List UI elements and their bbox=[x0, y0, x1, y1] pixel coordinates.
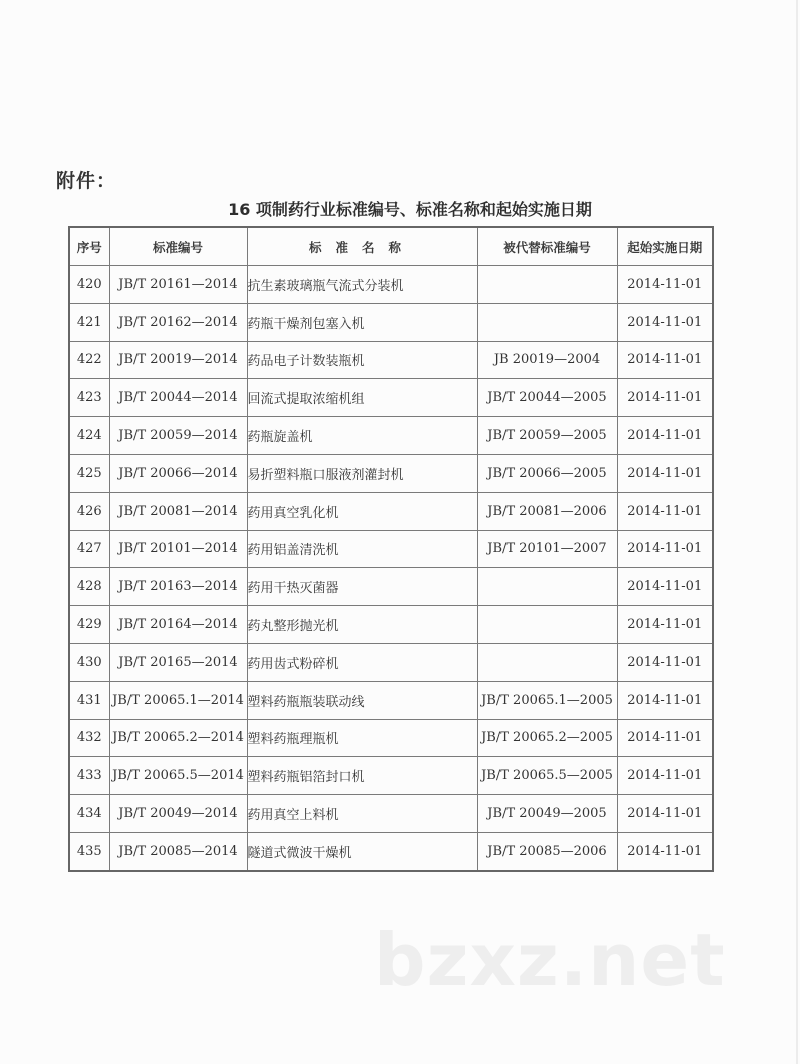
cell-date: 2014-11-01 bbox=[617, 795, 713, 833]
cell-seq: 428 bbox=[69, 568, 109, 606]
cell-name: 抗生素玻璃瓶气流式分装机 bbox=[247, 266, 477, 304]
header-seq: 序号 bbox=[69, 227, 109, 266]
cell-replaced bbox=[477, 266, 617, 304]
cell-code: JB/T 20165—2014 bbox=[109, 643, 247, 681]
cell-seq: 424 bbox=[69, 417, 109, 455]
cell-code: JB/T 20066—2014 bbox=[109, 454, 247, 492]
cell-replaced: JB/T 20044—2005 bbox=[477, 379, 617, 417]
cell-replaced: JB/T 20101—2007 bbox=[477, 530, 617, 568]
header-replaced: 被代替标准编号 bbox=[477, 227, 617, 266]
cell-replaced bbox=[477, 303, 617, 341]
table-row bbox=[69, 266, 713, 304]
header-date: 起始实施日期 bbox=[617, 227, 713, 266]
cell-seq: 426 bbox=[69, 492, 109, 530]
cell-code: JB/T 20059—2014 bbox=[109, 417, 247, 455]
header-code: 标准编号 bbox=[109, 227, 247, 266]
cell-seq: 421 bbox=[69, 303, 109, 341]
cell-seq: 434 bbox=[69, 795, 109, 833]
cell-seq: 427 bbox=[69, 530, 109, 568]
cell-date: 2014-11-01 bbox=[617, 719, 713, 757]
watermark: bzxz.net bbox=[374, 918, 726, 1002]
table-row bbox=[69, 530, 713, 568]
cell-replaced: JB/T 20065.5—2005 bbox=[477, 757, 617, 795]
cell-date: 2014-11-01 bbox=[617, 454, 713, 492]
cell-replaced: JB/T 20065.1—2005 bbox=[477, 681, 617, 719]
cell-name: 药用真空上料机 bbox=[247, 795, 477, 833]
cell-date: 2014-11-01 bbox=[617, 643, 713, 681]
cell-seq: 433 bbox=[69, 757, 109, 795]
table-row bbox=[69, 795, 713, 833]
cell-seq: 422 bbox=[69, 341, 109, 379]
cell-code: JB/T 20081—2014 bbox=[109, 492, 247, 530]
cell-code: JB/T 20101—2014 bbox=[109, 530, 247, 568]
cell-code: JB/T 20049—2014 bbox=[109, 795, 247, 833]
cell-seq: 420 bbox=[69, 266, 109, 304]
cell-replaced: JB/T 20059—2005 bbox=[477, 417, 617, 455]
table-header-row bbox=[69, 227, 713, 266]
cell-name: 塑料药瓶理瓶机 bbox=[247, 719, 477, 757]
table-row bbox=[69, 379, 713, 417]
cell-name: 药瓶干燥剂包塞入机 bbox=[247, 303, 477, 341]
table-row bbox=[69, 606, 713, 644]
cell-name: 药瓶旋盖机 bbox=[247, 417, 477, 455]
table-row bbox=[69, 492, 713, 530]
cell-date: 2014-11-01 bbox=[617, 417, 713, 455]
table-row bbox=[69, 681, 713, 719]
cell-date: 2014-11-01 bbox=[617, 341, 713, 379]
cell-name: 塑料药瓶瓶装联动线 bbox=[247, 681, 477, 719]
cell-name: 药品电子计数装瓶机 bbox=[247, 341, 477, 379]
cell-date: 2014-11-01 bbox=[617, 379, 713, 417]
standards-table bbox=[68, 226, 714, 872]
cell-name: 回流式提取浓缩机组 bbox=[247, 379, 477, 417]
cell-code: JB/T 20085—2014 bbox=[109, 832, 247, 870]
cell-replaced: JB/T 20081—2006 bbox=[477, 492, 617, 530]
cell-code: JB/T 20065.2—2014 bbox=[109, 719, 247, 757]
cell-code: JB/T 20044—2014 bbox=[109, 379, 247, 417]
cell-code: JB/T 20065.5—2014 bbox=[109, 757, 247, 795]
cell-date: 2014-11-01 bbox=[617, 757, 713, 795]
table-row bbox=[69, 454, 713, 492]
cell-seq: 432 bbox=[69, 719, 109, 757]
cell-code: JB/T 20019—2014 bbox=[109, 341, 247, 379]
cell-code: JB/T 20162—2014 bbox=[109, 303, 247, 341]
cell-date: 2014-11-01 bbox=[617, 530, 713, 568]
cell-seq: 429 bbox=[69, 606, 109, 644]
cell-replaced bbox=[477, 568, 617, 606]
attachment-label: 附件： bbox=[56, 170, 117, 192]
cell-replaced: JB/T 20085—2006 bbox=[477, 832, 617, 870]
cell-seq: 423 bbox=[69, 379, 109, 417]
cell-date: 2014-11-01 bbox=[617, 832, 713, 870]
cell-date: 2014-11-01 bbox=[617, 492, 713, 530]
cell-replaced: JB/T 20065.2—2005 bbox=[477, 719, 617, 757]
table-row bbox=[69, 303, 713, 341]
cell-date: 2014-11-01 bbox=[617, 266, 713, 304]
cell-code: JB/T 20164—2014 bbox=[109, 606, 247, 644]
table-row bbox=[69, 417, 713, 455]
page-edge bbox=[796, 0, 798, 1064]
table-body bbox=[69, 266, 713, 871]
table-row bbox=[69, 568, 713, 606]
cell-replaced: JB/T 20049—2005 bbox=[477, 795, 617, 833]
cell-code: JB/T 20163—2014 bbox=[109, 568, 247, 606]
cell-replaced: JB 20019—2004 bbox=[477, 341, 617, 379]
cell-name: 药用干热灭菌器 bbox=[247, 568, 477, 606]
header-name: 标准名称 bbox=[247, 227, 477, 266]
cell-seq: 431 bbox=[69, 681, 109, 719]
cell-date: 2014-11-01 bbox=[617, 606, 713, 644]
cell-code: JB/T 20065.1—2014 bbox=[109, 681, 247, 719]
cell-date: 2014-11-01 bbox=[617, 681, 713, 719]
cell-name: 隧道式微波干燥机 bbox=[247, 832, 477, 870]
cell-seq: 430 bbox=[69, 643, 109, 681]
cell-name: 药用铝盖清洗机 bbox=[247, 530, 477, 568]
cell-replaced: JB/T 20066—2005 bbox=[477, 454, 617, 492]
cell-name: 塑料药瓶铝箔封口机 bbox=[247, 757, 477, 795]
cell-seq: 425 bbox=[69, 454, 109, 492]
table-row bbox=[69, 341, 713, 379]
cell-replaced bbox=[477, 606, 617, 644]
cell-date: 2014-11-01 bbox=[617, 303, 713, 341]
table-row bbox=[69, 719, 713, 757]
cell-name: 药用真空乳化机 bbox=[247, 492, 477, 530]
cell-replaced bbox=[477, 643, 617, 681]
cell-name: 药用齿式粉碎机 bbox=[247, 643, 477, 681]
table-row bbox=[69, 832, 713, 870]
cell-name: 药丸整形抛光机 bbox=[247, 606, 477, 644]
document-title: 16 项制药行业标准编号、标准名称和起始实施日期 bbox=[228, 200, 592, 219]
table-row bbox=[69, 757, 713, 795]
table-row bbox=[69, 643, 713, 681]
cell-code: JB/T 20161—2014 bbox=[109, 266, 247, 304]
cell-date: 2014-11-01 bbox=[617, 568, 713, 606]
cell-seq: 435 bbox=[69, 832, 109, 870]
cell-name: 易折塑料瓶口服液剂灌封机 bbox=[247, 454, 477, 492]
